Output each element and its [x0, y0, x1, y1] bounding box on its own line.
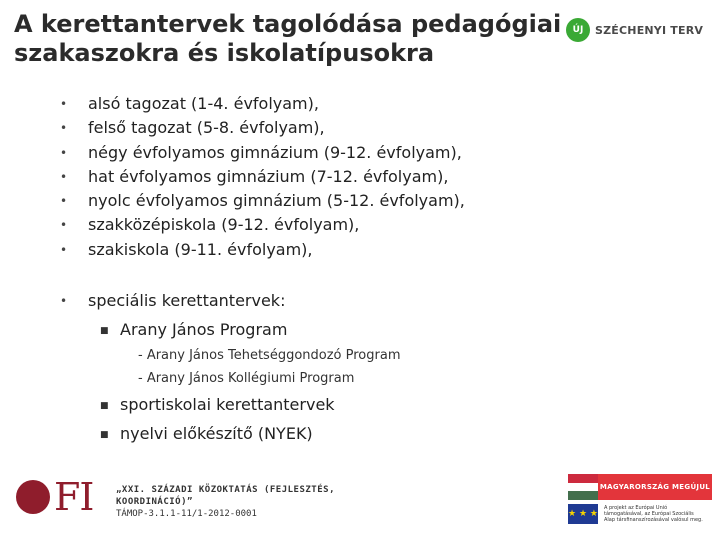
list-item: [60, 141, 465, 165]
eu-logo: [568, 503, 712, 525]
sub-item-text: sportiskolai kerettantervek: [120, 395, 335, 414]
hungarian-flag-icon: [568, 474, 598, 500]
eu-flag-icon: ★ ★ ★: [568, 504, 598, 524]
ofi-letters: FI: [54, 475, 94, 519]
bullet-icon: •: [60, 242, 68, 257]
bullet-icon: •: [60, 294, 68, 308]
list-item-text: nyolc évfolyamos gimnázium (5-12. évfolyam),: [88, 191, 465, 211]
special-frameworks-heading: [60, 290, 285, 312]
list-item-text: négy évfolyamos gimnázium (9-12. évfolyam),: [88, 142, 462, 162]
slide-title: [14, 10, 564, 68]
magyarorszag-megujul-logo: [568, 474, 712, 500]
sub-item-sportiskolai: [100, 395, 335, 416]
slide-title-line-2: szakaszokra és iskolatípusokra: [14, 39, 435, 67]
szechenyi-logo-text: SZÉCHENYI TERV: [595, 23, 704, 37]
project-info: [116, 484, 366, 520]
sub-item-text: Arany János Program: [120, 320, 288, 339]
list-item-text: hat évfolyamos gimnázium (7-12. évfolyam),: [88, 166, 449, 186]
eu-support-text: A projekt az Európai Unió támogatásával, az Európai Szociális Alap társfinanszírozásával valósul meg.: [604, 505, 703, 523]
bullet-icon: •: [60, 97, 68, 111]
sub-sub-item: - Arany János Tehetséggondozó Program: [138, 348, 401, 363]
list-item-text: szakiskola (9-11. évfolyam),: [88, 239, 313, 259]
mm-banner-text: MAGYARORSZÁG MEGÚJUL: [598, 474, 712, 500]
school-type-list: [60, 92, 465, 262]
project-title: „XXI. SZÁZADI KÖZOKTATÁS (FEJLESZTÉS, KOORDINÁCIÓ)”: [116, 485, 335, 507]
list-item: [60, 238, 465, 262]
ofi-circle-icon: [16, 480, 50, 514]
bullet-icon: •: [60, 121, 68, 136]
project-code: TÁMOP-3.1.1-11/1-2012-0001: [116, 509, 257, 519]
sub-item-text: nyelvi előkészítő (NYEK): [120, 424, 313, 443]
bullet-icon: •: [60, 218, 68, 233]
list-item: [60, 165, 465, 189]
szechenyi-circle-icon: ÚJ: [566, 18, 590, 42]
square-bullet-icon: ■: [100, 326, 109, 336]
bullet-icon: •: [60, 169, 68, 184]
list-item: [60, 213, 465, 237]
sub-item-arany-janos: [100, 320, 287, 341]
list-item: [60, 189, 465, 213]
list-item: [60, 116, 465, 140]
square-bullet-icon: ■: [100, 401, 109, 411]
slide-title-line-1: A kerettantervek tagolódása pedagógiai: [14, 10, 562, 38]
bullet-icon: •: [60, 194, 68, 209]
sub-item-nyek: [100, 424, 313, 445]
szechenyi-terv-logo: [566, 18, 703, 42]
square-bullet-icon: ■: [100, 430, 109, 440]
list-item: [60, 92, 465, 116]
special-frameworks-label: speciális kerettantervek:: [88, 291, 286, 310]
list-item-text: alsó tagozat (1-4. évfolyam),: [88, 94, 319, 113]
list-item-text: felső tagozat (5-8. évfolyam),: [88, 118, 325, 138]
bullet-icon: •: [60, 145, 68, 160]
list-item-text: szakközépiskola (9-12. évfolyam),: [88, 215, 360, 235]
sub-sub-item: - Arany János Kollégiumi Program: [138, 371, 355, 386]
